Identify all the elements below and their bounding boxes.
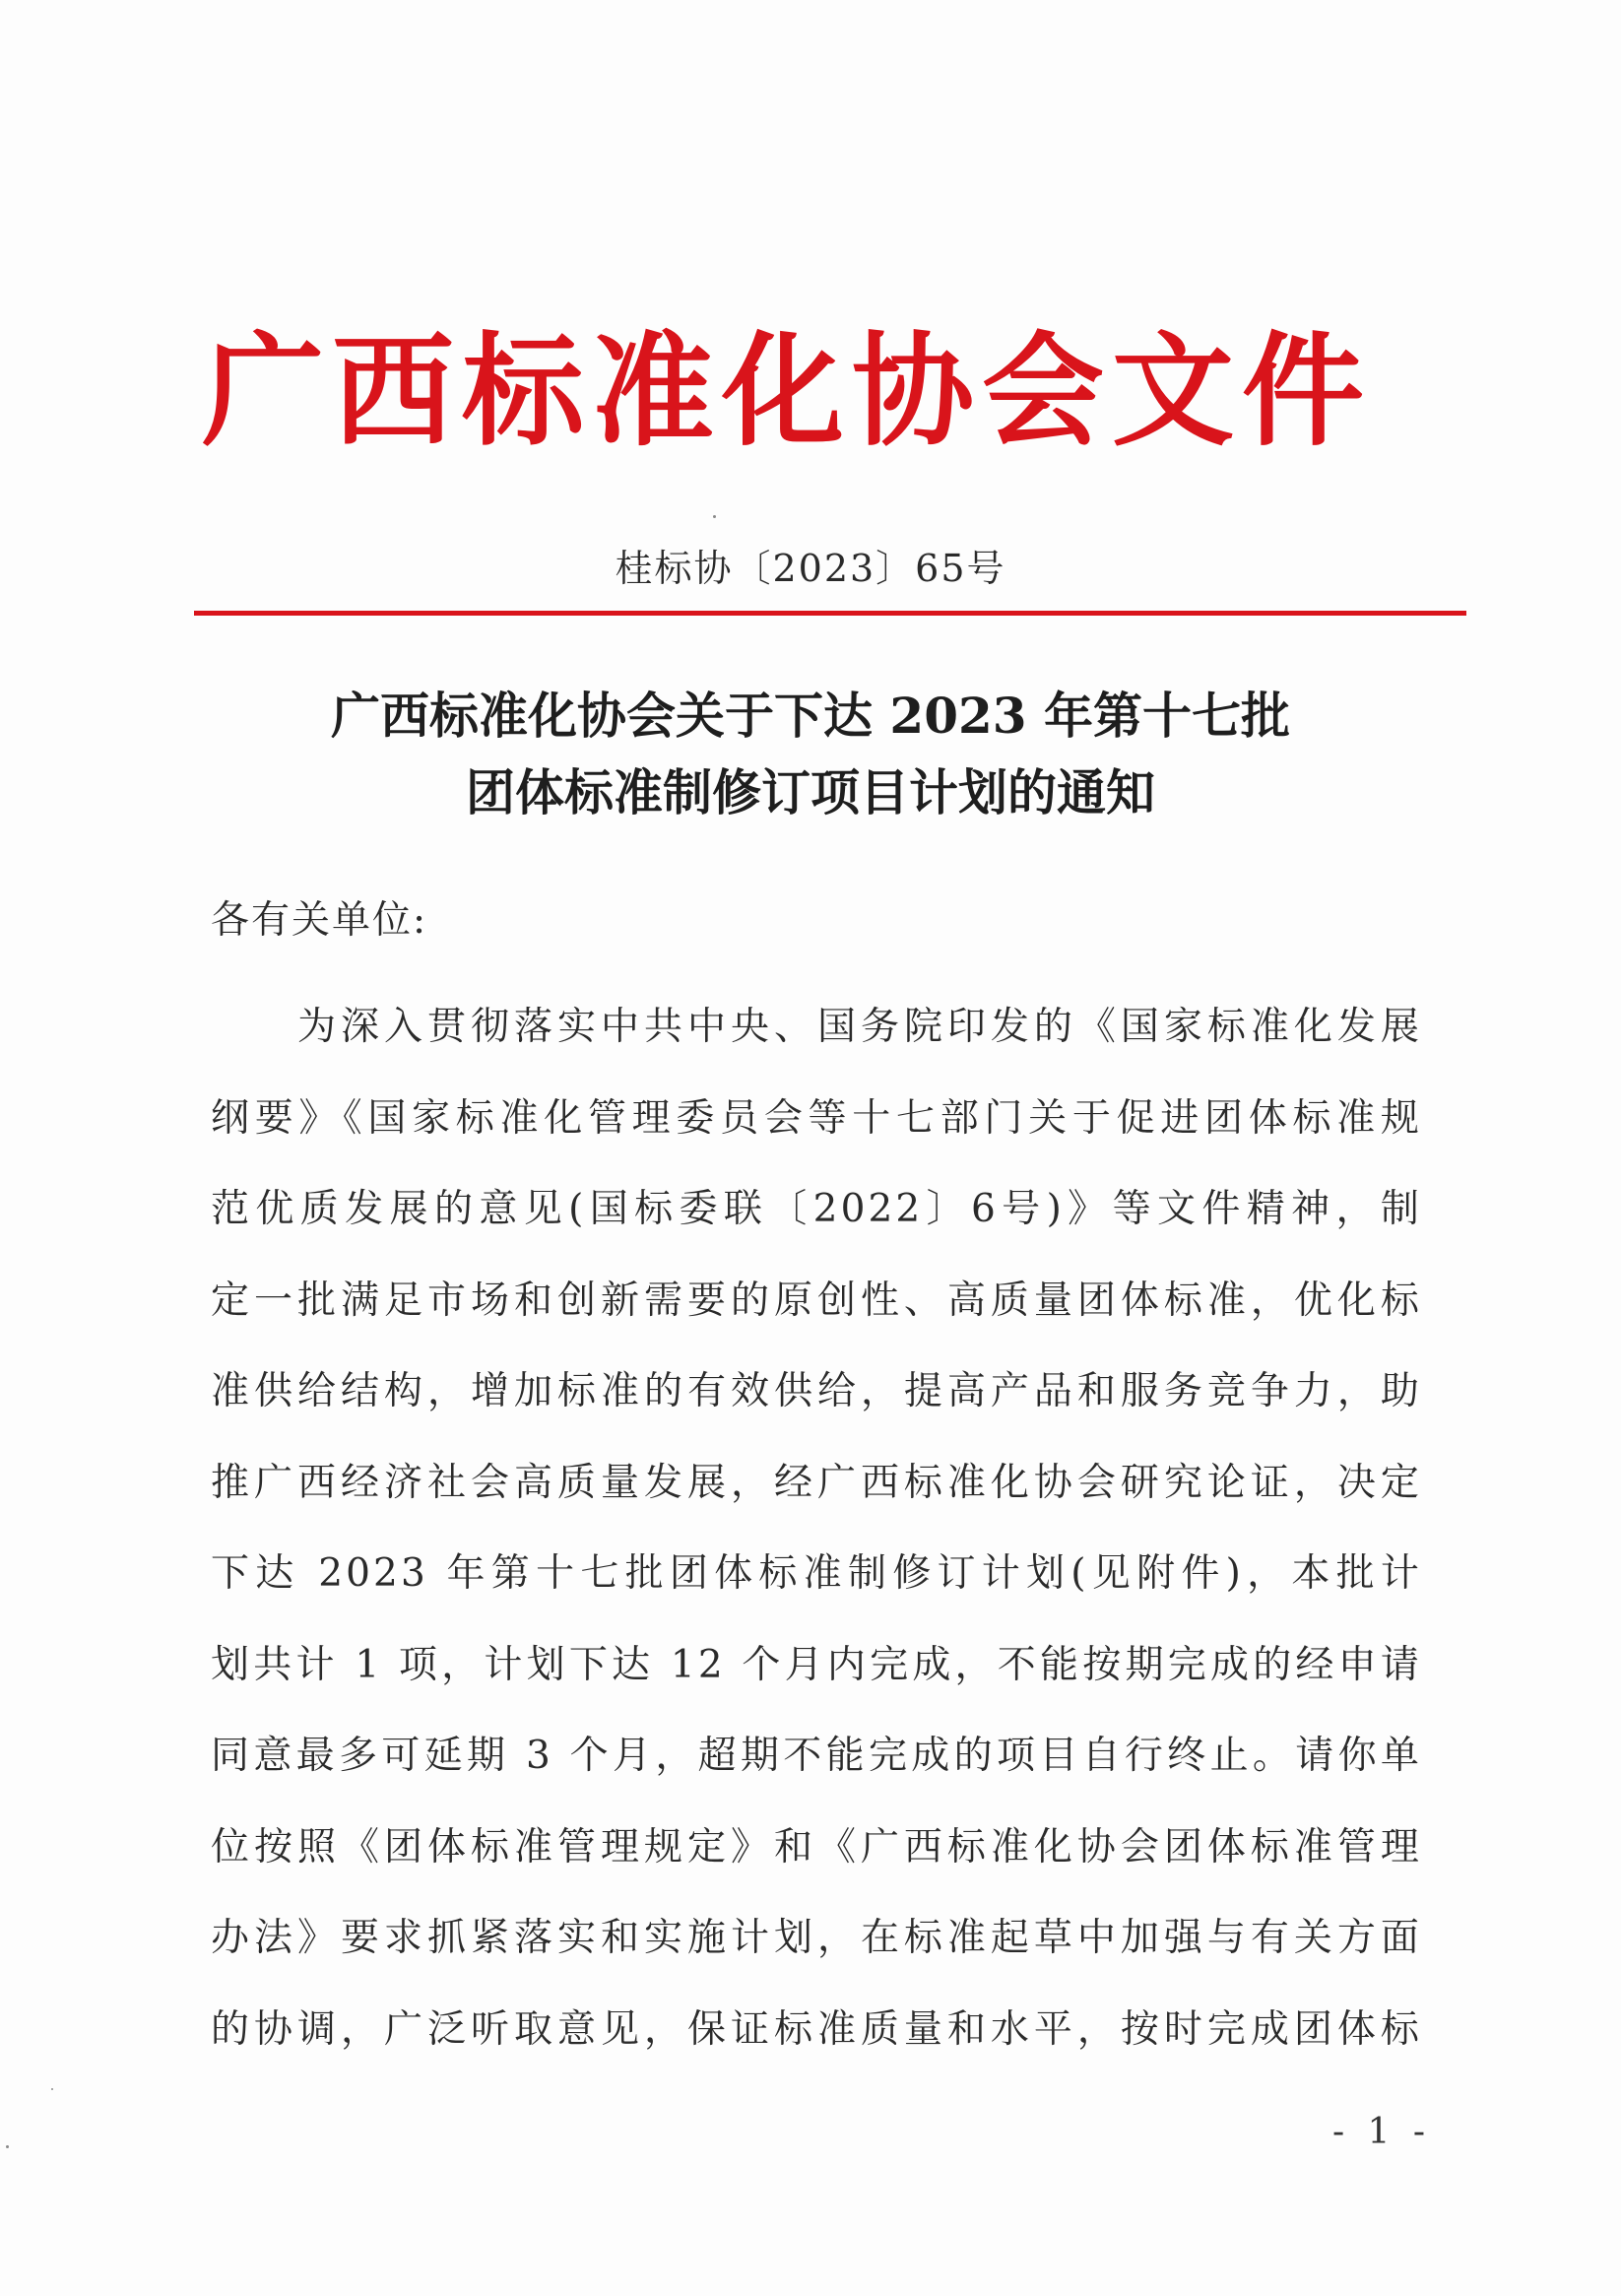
body-line: 的协调，广泛听取意见，保证标准质量和水平，按时完成团体标 bbox=[211, 2006, 1422, 2052]
body-line: 准供给结构，增加标准的有效供给，提高产品和服务竞争力，助 bbox=[211, 1369, 1422, 1413]
body-line: 推广西经济社会高质量发展，经广西标准化协会研究论证，决定 bbox=[211, 1460, 1422, 1505]
salutation: 各有关单位: bbox=[211, 898, 428, 943]
notice-title bbox=[0, 678, 1621, 831]
document-header-title: 广西标准化协会文件 bbox=[202, 321, 1373, 463]
notice-title-line-2: 团体标准制修订项目计划的通知 bbox=[466, 763, 1155, 821]
body-line: 纲要》《国家标准化管理委员会等十七部门关于促进团体标准规 bbox=[211, 1095, 1422, 1141]
body-paragraph bbox=[211, 982, 1422, 2075]
scan-speck bbox=[51, 2088, 53, 2090]
body-line: 为深入贯彻落实中共中央、国务院印发的《国家标准化发展 bbox=[297, 1005, 1422, 1049]
body-line: 下达 2023 年第十七批团体标准制修订计划(见附件)，本批计 bbox=[211, 1551, 1422, 1596]
document-number: 桂标协〔2023〕65号 bbox=[615, 547, 1006, 590]
body-line: 同意最多可延期 3 个月，超期不能完成的项目自行终止。请你单 bbox=[211, 1734, 1422, 1778]
body-line: 范优质发展的意见(国标委联〔2022〕6号)》等文件精神，制 bbox=[211, 1187, 1422, 1231]
scan-speck bbox=[6, 2145, 9, 2148]
body-line: 位按照《团体标准管理规定》和《广西标准化协会团体标准管理 bbox=[211, 1824, 1422, 1870]
body-line: 划共计 1 项，计划下达 12 个月内完成，不能按期完成的经申请 bbox=[211, 1642, 1422, 1687]
notice-title-line-1: 广西标准化协会关于下达 2023 年第十七批 bbox=[331, 687, 1290, 745]
body-line: 定一批满足市场和创新需要的原创性、高质量团体标准，优化标 bbox=[211, 1278, 1422, 1323]
body-line: 办法》要求抓紧落实和实施计划，在标准起草中加强与有关方面 bbox=[211, 1916, 1422, 1960]
scan-speck bbox=[713, 515, 716, 518]
red-header-divider bbox=[194, 611, 1466, 616]
page-number: - 1 - bbox=[1331, 2112, 1432, 2152]
